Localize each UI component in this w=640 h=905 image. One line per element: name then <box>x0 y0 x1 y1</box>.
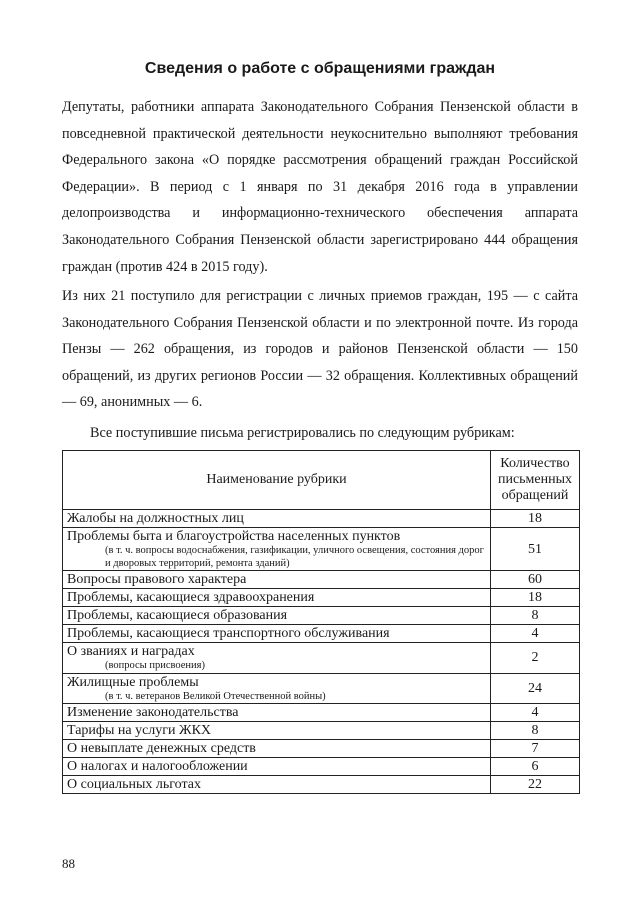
table-row <box>63 758 580 776</box>
rubric-cell <box>63 528 491 571</box>
table-row <box>63 704 580 722</box>
rubric-cell <box>63 704 491 722</box>
rubric-cell <box>63 625 491 643</box>
table-row <box>63 625 580 643</box>
table-header-row <box>63 451 580 510</box>
rubric-note: (в т. ч. ветеранов Великой Отечественной войны) <box>105 690 326 702</box>
rubric-name: Жилищные проблемы <box>67 674 199 690</box>
rubric-count: 22 <box>491 776 580 794</box>
table-row <box>63 510 580 528</box>
table-row <box>63 722 580 740</box>
rubric-name: Проблемы, касающиеся здравоохранения <box>67 590 315 605</box>
rubric-count: 4 <box>491 704 580 722</box>
rubric-name: О социальных льготах <box>67 777 201 792</box>
rubric-count: 51 <box>491 528 580 571</box>
rubric-name: О налогах и налогообложении <box>67 759 248 774</box>
rubric-name: Проблемы, касающиеся образования <box>67 608 288 623</box>
table-row <box>63 607 580 625</box>
rubric-count: 18 <box>491 589 580 607</box>
rubric-cell <box>63 510 491 528</box>
rubric-cell <box>63 740 491 758</box>
rubric-cell <box>63 589 491 607</box>
header-letter-count: Количество письменных обращений <box>491 451 580 510</box>
table-row <box>63 643 580 674</box>
rubric-name: Изменение законодательства <box>67 705 239 720</box>
rubric-count: 8 <box>491 722 580 740</box>
rubric-count: 8 <box>491 607 580 625</box>
rubric-count: 4 <box>491 625 580 643</box>
rubrics-table <box>62 450 580 794</box>
header-rubric-name: Наименование рубрики <box>63 451 491 510</box>
rubric-count: 60 <box>491 571 580 589</box>
table-row <box>63 589 580 607</box>
rubric-name: Жалобы на должностных лиц <box>67 511 244 526</box>
paragraph-intro: Депутаты, работники аппарата Законодательного Собрания Пензенской области в повседневной практической деятельности неукоснительно выполняют требования Федерального закона «О порядке рассмотрения обращений граждан Российской Федерации». В период с 1 января по 31 декабря 2016 года в управлении делопроизводства и информационно-технического обеспечения аппарата Законодательного Собрания Пензенской области зарегистрировано 444 обращения граждан (против 424 в 2015 году). <box>62 99 578 275</box>
table-row <box>63 528 580 571</box>
rubric-name: О званиях и наградах <box>67 644 195 659</box>
rubric-note: (вопросы присвоения) <box>105 660 205 671</box>
table-row <box>63 740 580 758</box>
rubric-count: 18 <box>491 510 580 528</box>
rubric-cell <box>63 607 491 625</box>
rubric-cell <box>63 643 491 674</box>
rubric-name: Тарифы на услуги ЖКХ <box>67 723 212 738</box>
rubric-count: 7 <box>491 740 580 758</box>
rubric-name: Проблемы быта и благоустройства населенных пунктов <box>67 529 401 544</box>
rubric-cell <box>63 776 491 794</box>
paragraph-statistics: Из них 21 поступило для регистрации с личных приемов граждан, 195 — с сайта Законодательного Собрания Пензенской области и по электронной почте. Из города Пензы — 262 обращения, из городов и районов Пензенской области — 150 обращений, из других регионов России — 32 обращения. Коллективных обращений — 69, анонимных — 6. <box>62 288 578 411</box>
rubric-cell <box>63 722 491 740</box>
table-row <box>63 673 580 704</box>
rubric-count: 6 <box>491 758 580 776</box>
rubric-cell <box>63 673 491 704</box>
page-number: 88 <box>62 856 75 871</box>
table-intro: Все поступившие письма регистрировались по следующим рубрикам: <box>90 425 515 441</box>
table-row <box>63 571 580 589</box>
rubric-name: Вопросы правового характера <box>67 572 247 587</box>
rubric-count: 24 <box>491 673 580 704</box>
rubric-name: О невыплате денежных средств <box>67 741 256 756</box>
rubric-cell <box>63 571 491 589</box>
rubric-name: Проблемы, касающиеся транспортного обслуживания <box>67 626 390 641</box>
rubric-count: 2 <box>491 643 580 674</box>
page-title: Сведения о работе с обращениями граждан <box>144 60 496 77</box>
rubric-note: (в т. ч. вопросы водоснабжения, газификации, уличного освещения, состояния дорог и дворовых территорий, ремонта зданий) <box>105 545 484 569</box>
table-row <box>63 776 580 794</box>
rubric-cell <box>63 758 491 776</box>
